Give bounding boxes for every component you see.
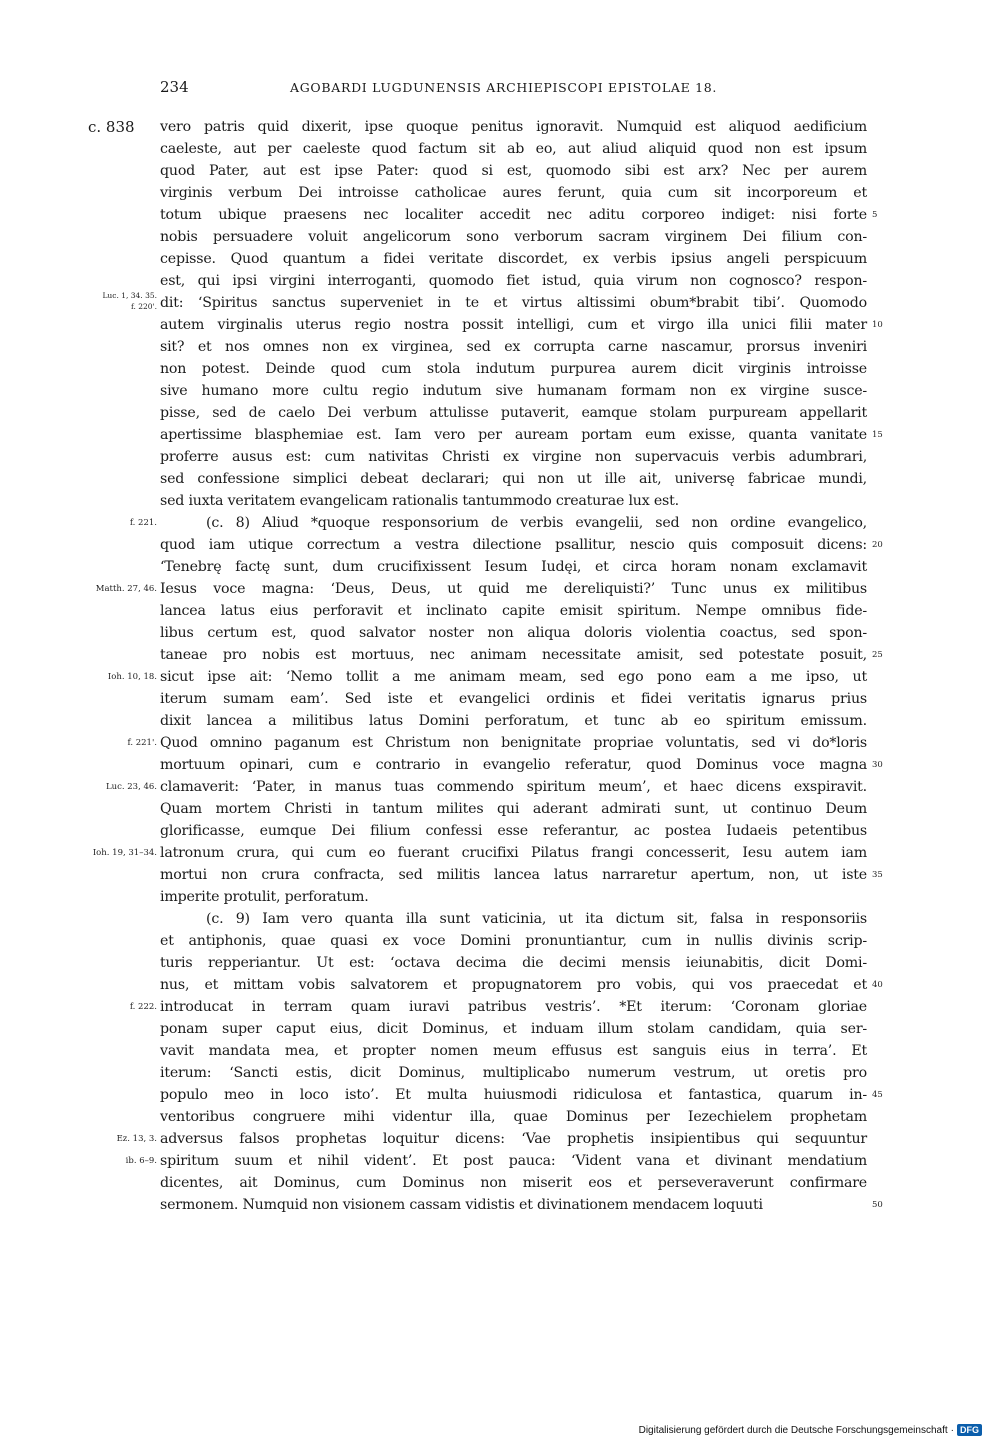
line-number: 25 xyxy=(872,650,883,660)
text-line: Quam mortem Christi in tantum milites qui aderant admirati sunt, ut continuo Deum xyxy=(160,801,867,817)
text-line: dit: ‘Spiritus sanctus superveniet in te et virtus altissimi obum*brabit tibi’. Quomodo xyxy=(160,295,867,311)
text-line: sed confessione simplici debeat declarari; qui non ut ille ait, universę fabricae mundi, xyxy=(160,471,867,487)
text-line: turis repperiantur. Ut est: ‘octava decima die decimi mensis ieiunabitis, dicit Domi- xyxy=(160,955,867,971)
page-number: 234 xyxy=(160,78,189,96)
line-number: 10 xyxy=(872,320,883,330)
text-line: quod Pater, aut est ipse Pater: quod si est, quomodo sibi est arx? Nec per aurem xyxy=(160,163,867,179)
line-number: 20 xyxy=(872,540,883,550)
margin-note: Matth. 27, 46. xyxy=(95,584,157,594)
text-line: proferre ausus est: cum nativitas Christi ex virgine non supervacuis verbis adumbrari, xyxy=(160,449,867,465)
text-line: vero patris quid dixerit, ipse quoque penitus ignoravit. Numquid est aliquod aedificium xyxy=(160,119,867,135)
margin-note: f. 220'. xyxy=(130,302,157,311)
margin-note: Luc. 23, 46. xyxy=(105,782,157,792)
text-line: ‘Tenebrę factę sunt, dum crucifixissent Iesum Iudęi, et circa horam nonam exclamavit xyxy=(160,559,867,575)
text-line: non potest. Deinde quod cum stola indutum purpurea aurem dicit virginis introisse xyxy=(160,361,867,377)
text-line: vavit mandata mea, et propter nomen meum effusus est sanguis eius in terra’. Et xyxy=(160,1043,867,1059)
margin-note: f. 221'. xyxy=(127,738,157,748)
text-line: sive humano more cultu regio indutum sive humanam formam non ex virgine susce- xyxy=(160,383,867,399)
margin-note: Luc. 1, 34. 35. xyxy=(102,291,157,300)
text-line: virginis verbum Dei introisse catholicae aures ferunt, quia cum sit incorporeum et xyxy=(160,185,867,201)
text-line: dicentes, ait Dominus, cum Dominus non miserit eos et perseveraverunt confirmare xyxy=(160,1175,867,1191)
text-line: sit? et nos omnes non ex virginea, sed ex corrupta carne nascamur, prorsus inveniri xyxy=(160,339,867,355)
text-line: lancea latus eius perforavit et inclinato capite emisit spiritum. Nempe omnibus fide- xyxy=(160,603,867,619)
text-line: sermonem. Numquid non visionem cassam vidistis et divinationem mendacem loquuti xyxy=(160,1197,763,1213)
text-line: sed iuxta veritatem evangelicam rationalis tantummodo creaturae lux est. xyxy=(160,493,679,509)
footer-separator: · xyxy=(950,1424,954,1436)
text-line: adversus falsos prophetas loquitur dicens: ‘Vae prophetis insipientibus qui sequuntur xyxy=(160,1131,867,1147)
text-line: cepisse. Quod quantum a fidei veritate discordet, ex verbis ipsius angeli perspicuum xyxy=(160,251,867,267)
line-number: 5 xyxy=(872,210,878,220)
line-number: 30 xyxy=(872,760,883,770)
text-line: dixit lancea a militibus latus Domini perforatum, et tunc ab eo spiritum emissum. xyxy=(160,713,867,729)
line-number: 35 xyxy=(872,870,883,880)
text-line: taneae pro nobis est mortuus, nec animam necessitate amisit, sed potestate posuit, xyxy=(160,647,867,663)
text-line: populo meo in loco isto’. Et multa huiusmodi ridiculosa et fantastica, quarum in- xyxy=(160,1087,867,1103)
running-header xyxy=(160,78,860,100)
text-line: latronum crura, qui cum eo fuerant crucifixi Pilatus frangi concesserit, Iesu autem iam xyxy=(160,845,867,861)
text-line: glorificasse, eumque Dei filium confessi esse referantur, ac postea Iudaeis petentibus xyxy=(160,823,867,839)
text-line: imperite protulit, perforatum. xyxy=(160,889,369,905)
text-line: autem virginalis uterus regio nostra possit intelligi, cum et virgo illa unici filii mater xyxy=(160,317,867,333)
text-line: mortuum opinari, cum e contrario in evangelio referatur, quod Dominus voce magna xyxy=(160,757,867,773)
text-line: et antiphonis, quae quasi ex voce Domini pronuntiantur, cum in nullis divinis scrip- xyxy=(160,933,867,949)
footer-text: Digitalisierung gefördert durch die Deutsche Forschungsgemeinschaft xyxy=(638,1424,948,1436)
line-number: 15 xyxy=(872,430,883,440)
margin-note: f. 222. xyxy=(129,1002,157,1012)
text-line: nobis persuadere voluit angelicorum sono verborum sacram virginem Dei filium con- xyxy=(160,229,867,245)
text-line: iterum: ‘Sancti estis, dicit Dominus, multiplicabo numerum vestrum, ut oretis pro xyxy=(160,1065,867,1081)
text-line: nus, et mittam vobis salvatorem et propugnatorem pro vobis, qui vos praecedat et xyxy=(160,977,867,993)
text-line: iterum sumam eam’. Sed iste et evangelici ordinis et fidei veritatis ignarus prius xyxy=(160,691,867,707)
text-line: Quod omnino paganum est Christum non benignitate propriae voluntatis, sed vi do*loris xyxy=(160,735,867,751)
margin-note: Ez. 13, 3. xyxy=(116,1134,157,1144)
line-number: 50 xyxy=(872,1200,883,1210)
text-line: libus certum est, quod salvator noster non aliqua doloris violentia coactus, sed spon- xyxy=(160,625,867,641)
margin-note: f. 221. xyxy=(129,518,157,528)
margin-note: Ioh. 19, 31–34. xyxy=(92,848,157,858)
dfg-logo-icon: DFG xyxy=(957,1424,982,1436)
text-line: Iesus voce magna: ‘Deus, Deus, ut quid me dereliquisti?’ Tunc unus ex militibus xyxy=(160,581,867,597)
text-line: introducat in terram quam iuravi patribus vestris’. *Et iterum: ‘Coronam gloriae xyxy=(160,999,867,1015)
text-line: ponam super caput eius, dicit Dominus, et induam illum stolam candidam, quia ser- xyxy=(160,1021,867,1037)
text-line: pisse, sed de caelo Dei verbum attulisse putaverit, eamque stolam purpuream appellarit xyxy=(160,405,867,421)
margin-note: ib. 6–9. xyxy=(125,1156,157,1166)
running-title: AGOBARDI LUGDUNENSIS ARCHIEPISCOPI EPISTOLAE 18. xyxy=(290,80,718,95)
text-line: spiritum suum et nihil vident’. Et post pauca: ‘Vident vana et divinant mendatium xyxy=(160,1153,867,1169)
text-line: quod iam utique correctum a vestra dilectione psallitur, nescio quis composuit dicens: xyxy=(160,537,867,553)
line-number: 45 xyxy=(872,1090,883,1100)
text-line: (c. 8) Aliud *quoque responsorium de verbis evangelii, sed non ordine evangelico, xyxy=(206,515,867,531)
text-line: ventoribus congruere mihi videntur illa, quae Dominus per Iezechielem prophetam xyxy=(160,1109,867,1125)
line-number: 40 xyxy=(872,980,883,990)
text-line: (c. 9) Iam vero quanta illa sunt vaticinia, ut ita dictum sit, falsa in responsoriis xyxy=(206,911,867,927)
text-line: sicut ipse ait: ‘Nemo tollit a me animam meam, sed ego pono eam a me ipso, ut xyxy=(160,669,867,685)
text-line: est, qui ipsi virgini interroganti, quomodo fiet istud, quia virum non cognosco? respon- xyxy=(160,273,867,289)
funding-footer xyxy=(639,1424,982,1436)
text-line: mortui non crura confracta, sed militis lancea latus narraretur apertum, non, ut iste xyxy=(160,867,867,883)
margin-note: Ioh. 10, 18. xyxy=(107,672,157,682)
text-line: caeleste, aut per caeleste quod factum sit ab eo, aut aliud aliquid quod non est ipsum xyxy=(160,141,867,157)
column-reference: c. 838 xyxy=(88,118,135,136)
text-line: apertissime blasphemiae est. Iam vero per auream portam eum exisse, quanta vanitate xyxy=(160,427,867,443)
text-line: clamaverit: ‘Pater, in manus tuas commendo spiritum meum’, et haec dicens exspiravit. xyxy=(160,779,867,795)
text-line: totum ubique praesens nec localiter accedit nec aditu corporeo indiget: nisi forte xyxy=(160,207,867,223)
